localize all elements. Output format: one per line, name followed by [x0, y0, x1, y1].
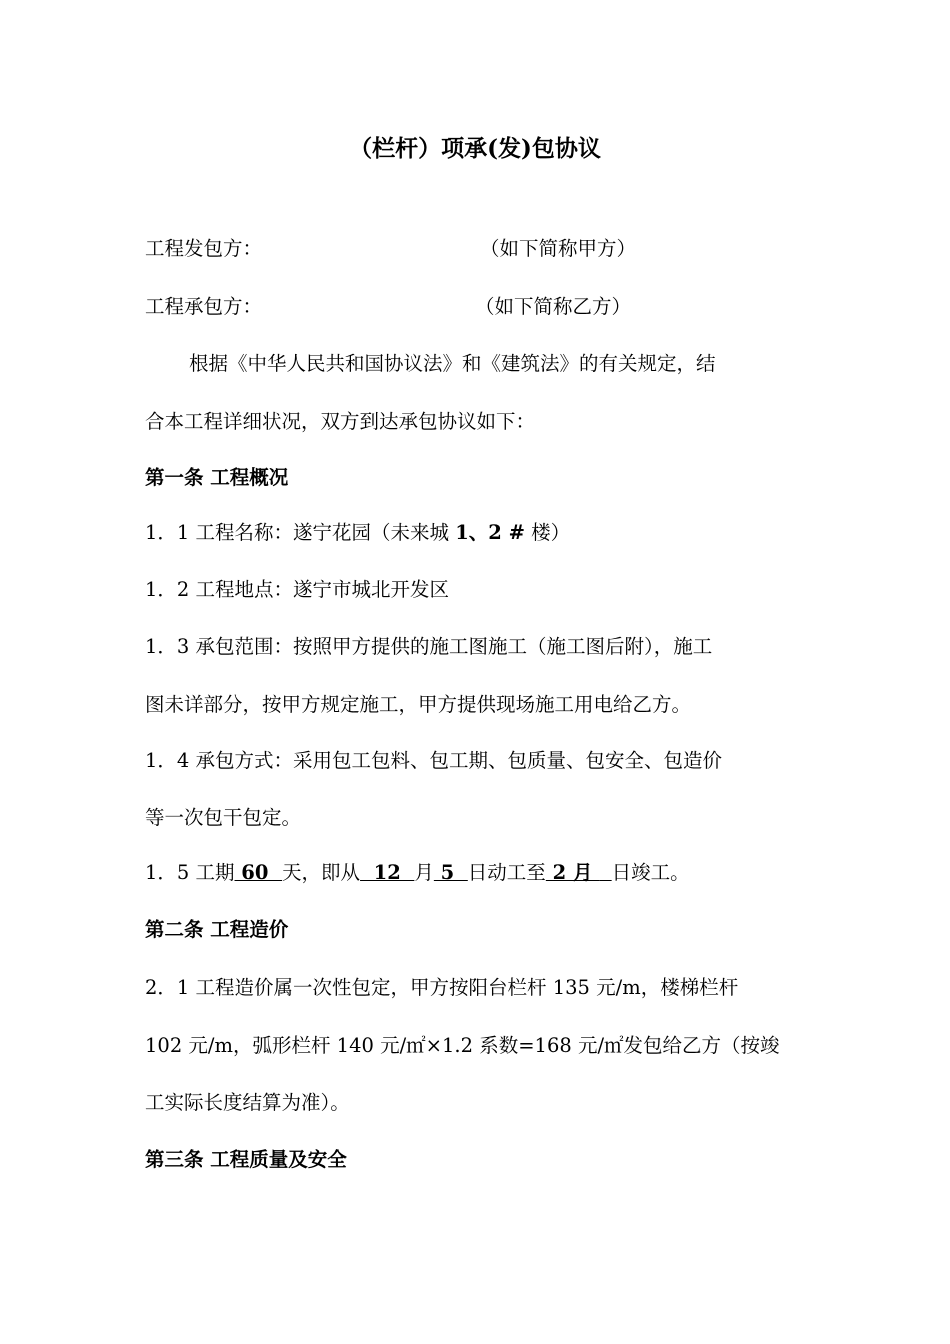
start-day: 5	[433, 861, 468, 884]
document-title: （栏杆）项承(发)包协议	[349, 135, 601, 162]
article-1-item-4-line-2: 等一次包干包定。	[145, 806, 302, 829]
article-2-line-1: 2．1 工程造价属一次性包定，甲方按阳台栏杆 135 元/m，楼梯栏杆	[145, 976, 739, 999]
project-name-suffix: 楼）	[524, 521, 571, 544]
start-text: 日动工至	[467, 861, 546, 884]
start-month: 12	[360, 861, 415, 884]
duration-label: 1．5 工期	[145, 861, 235, 884]
article-2-line-3: 工实际长度结算为准）。	[145, 1091, 350, 1114]
employer-label: 工程发包方：	[145, 237, 263, 260]
article-2-heading: 第二条 工程造价	[145, 918, 289, 941]
month-text: 月	[414, 861, 434, 884]
project-building-numbers: 1、2 #	[455, 521, 525, 544]
article-1-item-3-line-1: 1．3 承包范围：按照甲方提供的施工图施工（施工图后附），施工	[145, 635, 713, 658]
duration-days: 60	[234, 861, 283, 884]
article-1-item-4-line-1: 1．4 承包方式：采用包工包料、包工期、包质量、包安全、包造价	[145, 749, 723, 772]
end-day	[599, 861, 611, 884]
contractor-note: （如下简称乙方）	[475, 295, 632, 318]
article-1-item-1	[145, 518, 825, 548]
intro-line-2: 合本工程详细状况，双方到达承包协议如下：	[145, 410, 536, 433]
article-3-heading: 第三条 工程质量及安全	[145, 1148, 347, 1171]
article-1-item-5	[145, 858, 825, 888]
contractor-label: 工程承包方：	[145, 295, 263, 318]
article-1-item-3-line-2: 图未详部分，按甲方规定施工，甲方提供现场施工用电给乙方。	[145, 693, 692, 716]
project-name-prefix: 1．1 工程名称：遂宁花园（未来城	[145, 521, 456, 544]
end-month: 2 月	[545, 861, 600, 884]
intro-line-1: 根据《中华人民共和国协议法》和《建筑法》的有关规定，结	[189, 352, 716, 375]
end-text: 日竣工。	[611, 861, 690, 884]
duration-text: 天，即从	[282, 861, 361, 884]
article-1-item-2: 1．2 工程地点：遂宁市城北开发区	[145, 578, 450, 601]
contractor-line	[145, 292, 825, 322]
article-2-line-2: 102 元/m，弧形栏杆 140 元/㎡×1.2 系数=168 元/㎡发包给乙方（按竣	[145, 1034, 780, 1057]
article-1-heading: 第一条 工程概况	[145, 466, 289, 489]
employer-line	[145, 234, 825, 264]
employer-note: （如下简称甲方）	[480, 237, 637, 260]
